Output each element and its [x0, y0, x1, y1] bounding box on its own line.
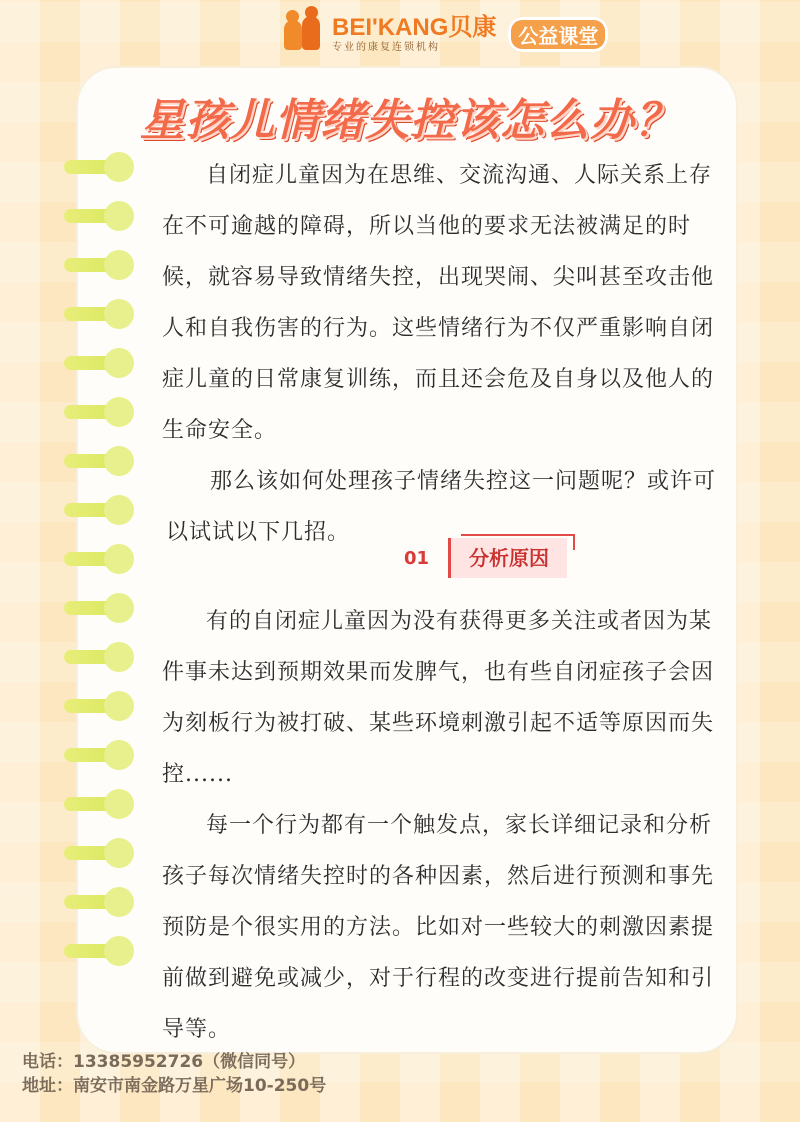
binding-ring: [64, 395, 134, 429]
address-line: 地址：南安市南金路万星广场10-250号: [22, 1076, 327, 1096]
page-title: 星孩儿情绪失控该怎么办？: [140, 95, 680, 146]
body-text: [162, 596, 722, 1055]
intro-text: [162, 150, 722, 558]
header: [280, 8, 608, 60]
brand-tagline: 专业的康复连锁机构: [332, 41, 440, 53]
binding-ring: [64, 934, 134, 968]
binding-ring: [64, 542, 134, 576]
notebook-rings: [64, 150, 144, 970]
course-badge: 公益课堂: [508, 17, 608, 52]
binding-ring: [64, 885, 134, 919]
binding-ring: [64, 150, 134, 184]
section-heading: [404, 536, 567, 580]
body-paragraph-2: 每一个行为都有一个触发点，家长详细记录和分析孩子每次情绪失控时的各种因素，然后进行预测和事先预防是个很实用的方法。比如对一些较大的刺激因素提前做到避免或减少，对于行程的改变进行提前告知和引导等。: [162, 813, 715, 1042]
binding-ring: [64, 640, 134, 674]
body-paragraph-1: 有的自闭症儿童因为没有获得更多关注或者因为某件事未达到预期效果而发脾气，也有些自闭症孩子会因为刻板行为被打破、某些环境刺激引起不适等原因而失控......: [162, 609, 715, 787]
intro-paragraph-2: 那么该如何处理孩子情绪失控这一问题呢？或许可以试试以下几招。: [166, 469, 717, 545]
binding-ring: [64, 248, 134, 282]
binding-ring: [64, 689, 134, 723]
section-label: 分析原因: [448, 538, 567, 578]
binding-ring: [64, 199, 134, 233]
brand-name: BEI'KANG贝康: [332, 13, 497, 41]
binding-ring: [64, 591, 134, 625]
binding-ring: [64, 787, 134, 821]
binding-ring: [64, 444, 134, 478]
logo-icon: [280, 10, 326, 58]
binding-ring: [64, 836, 134, 870]
binding-ring: [64, 346, 134, 380]
intro-paragraph-1: 自闭症儿童因为在思维、交流沟通、人际关系上存在不可逾越的障碍，所以当他的要求无法被满足的时候，就容易导致情绪失控，出现哭闹、尖叫甚至攻击他人和自我伤害的行为。这些情绪行为不仅严重影响自闭症儿童的日常康复训练，而且还会危及自身以及他人的生命安全。: [162, 163, 715, 443]
binding-ring: [64, 738, 134, 772]
phone-line: 电话：13385952726（微信同号）: [22, 1052, 306, 1072]
binding-ring: [64, 297, 134, 331]
section-number: 01: [404, 547, 430, 569]
binding-ring: [64, 493, 134, 527]
logo-text: [332, 13, 497, 53]
contact-footer: [22, 1050, 326, 1098]
